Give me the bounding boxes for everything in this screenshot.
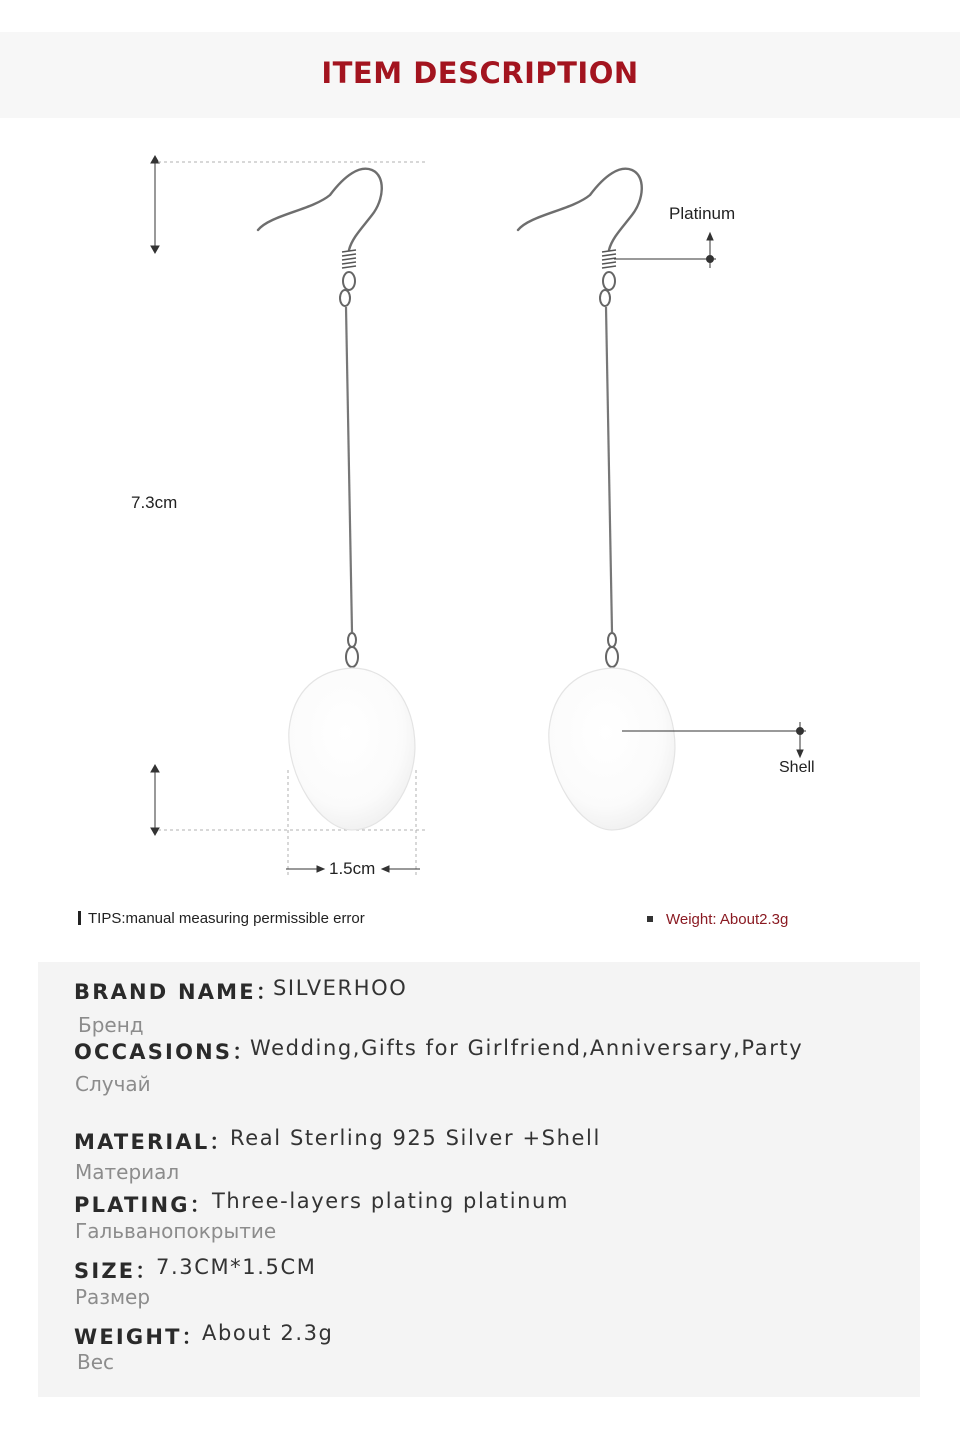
page-title: ITEM DESCRIPTION xyxy=(321,56,639,90)
spec-key-plating: PLATING： xyxy=(74,1193,213,1217)
tips-note xyxy=(78,910,365,927)
spec-ru-size: Размер xyxy=(75,1285,151,1309)
weight-note xyxy=(647,911,788,928)
spec-value-plating: Three-layers plating platinum xyxy=(212,1189,570,1213)
spec-value-material: Real Sterling 925 Silver +Shell xyxy=(230,1126,601,1150)
platinum-callout xyxy=(614,233,716,268)
spec-key-size: SIZE： xyxy=(74,1259,159,1283)
spec-ru-material: Материал xyxy=(75,1160,180,1184)
spec-key-weight: WEIGHT： xyxy=(74,1325,205,1349)
left-earring xyxy=(258,169,415,830)
spec-value-brand: SILVERHOO xyxy=(273,976,408,1000)
spec-ru-weight: Вес xyxy=(77,1350,115,1374)
bullet-square-icon xyxy=(647,916,653,922)
spec-key-material: MATERIAL： xyxy=(74,1130,233,1154)
spec-ru-plating: Гальванопокрытие xyxy=(75,1219,277,1243)
spec-value-occasions: Wedding,Gifts for Girlfriend,Anniversary,Party xyxy=(250,1036,804,1060)
platinum-label: Platinum xyxy=(669,204,736,223)
spec-value-weight: About 2.3g xyxy=(202,1321,334,1345)
spec-key-occasions: OCCASIONS： xyxy=(74,1040,256,1064)
height-label: 7.3cm xyxy=(131,493,178,512)
spec-ru-occasions: Случай xyxy=(75,1072,151,1096)
spec-ru-brand: Бренд xyxy=(78,1013,144,1037)
spec-key-brand: BRAND NAME： xyxy=(74,980,280,1004)
tips-bar xyxy=(78,911,81,925)
tips-text: TIPS:manual measuring permissible error xyxy=(88,910,365,927)
spec-value-size: 7.3CM*1.5CM xyxy=(156,1255,317,1279)
earring-diagram xyxy=(0,130,960,910)
weight-note-text: Weight: About2.3g xyxy=(666,911,789,928)
earring-illustration xyxy=(0,130,960,910)
width-label: 1.5cm xyxy=(329,859,376,878)
shell-label: Shell xyxy=(779,759,815,776)
